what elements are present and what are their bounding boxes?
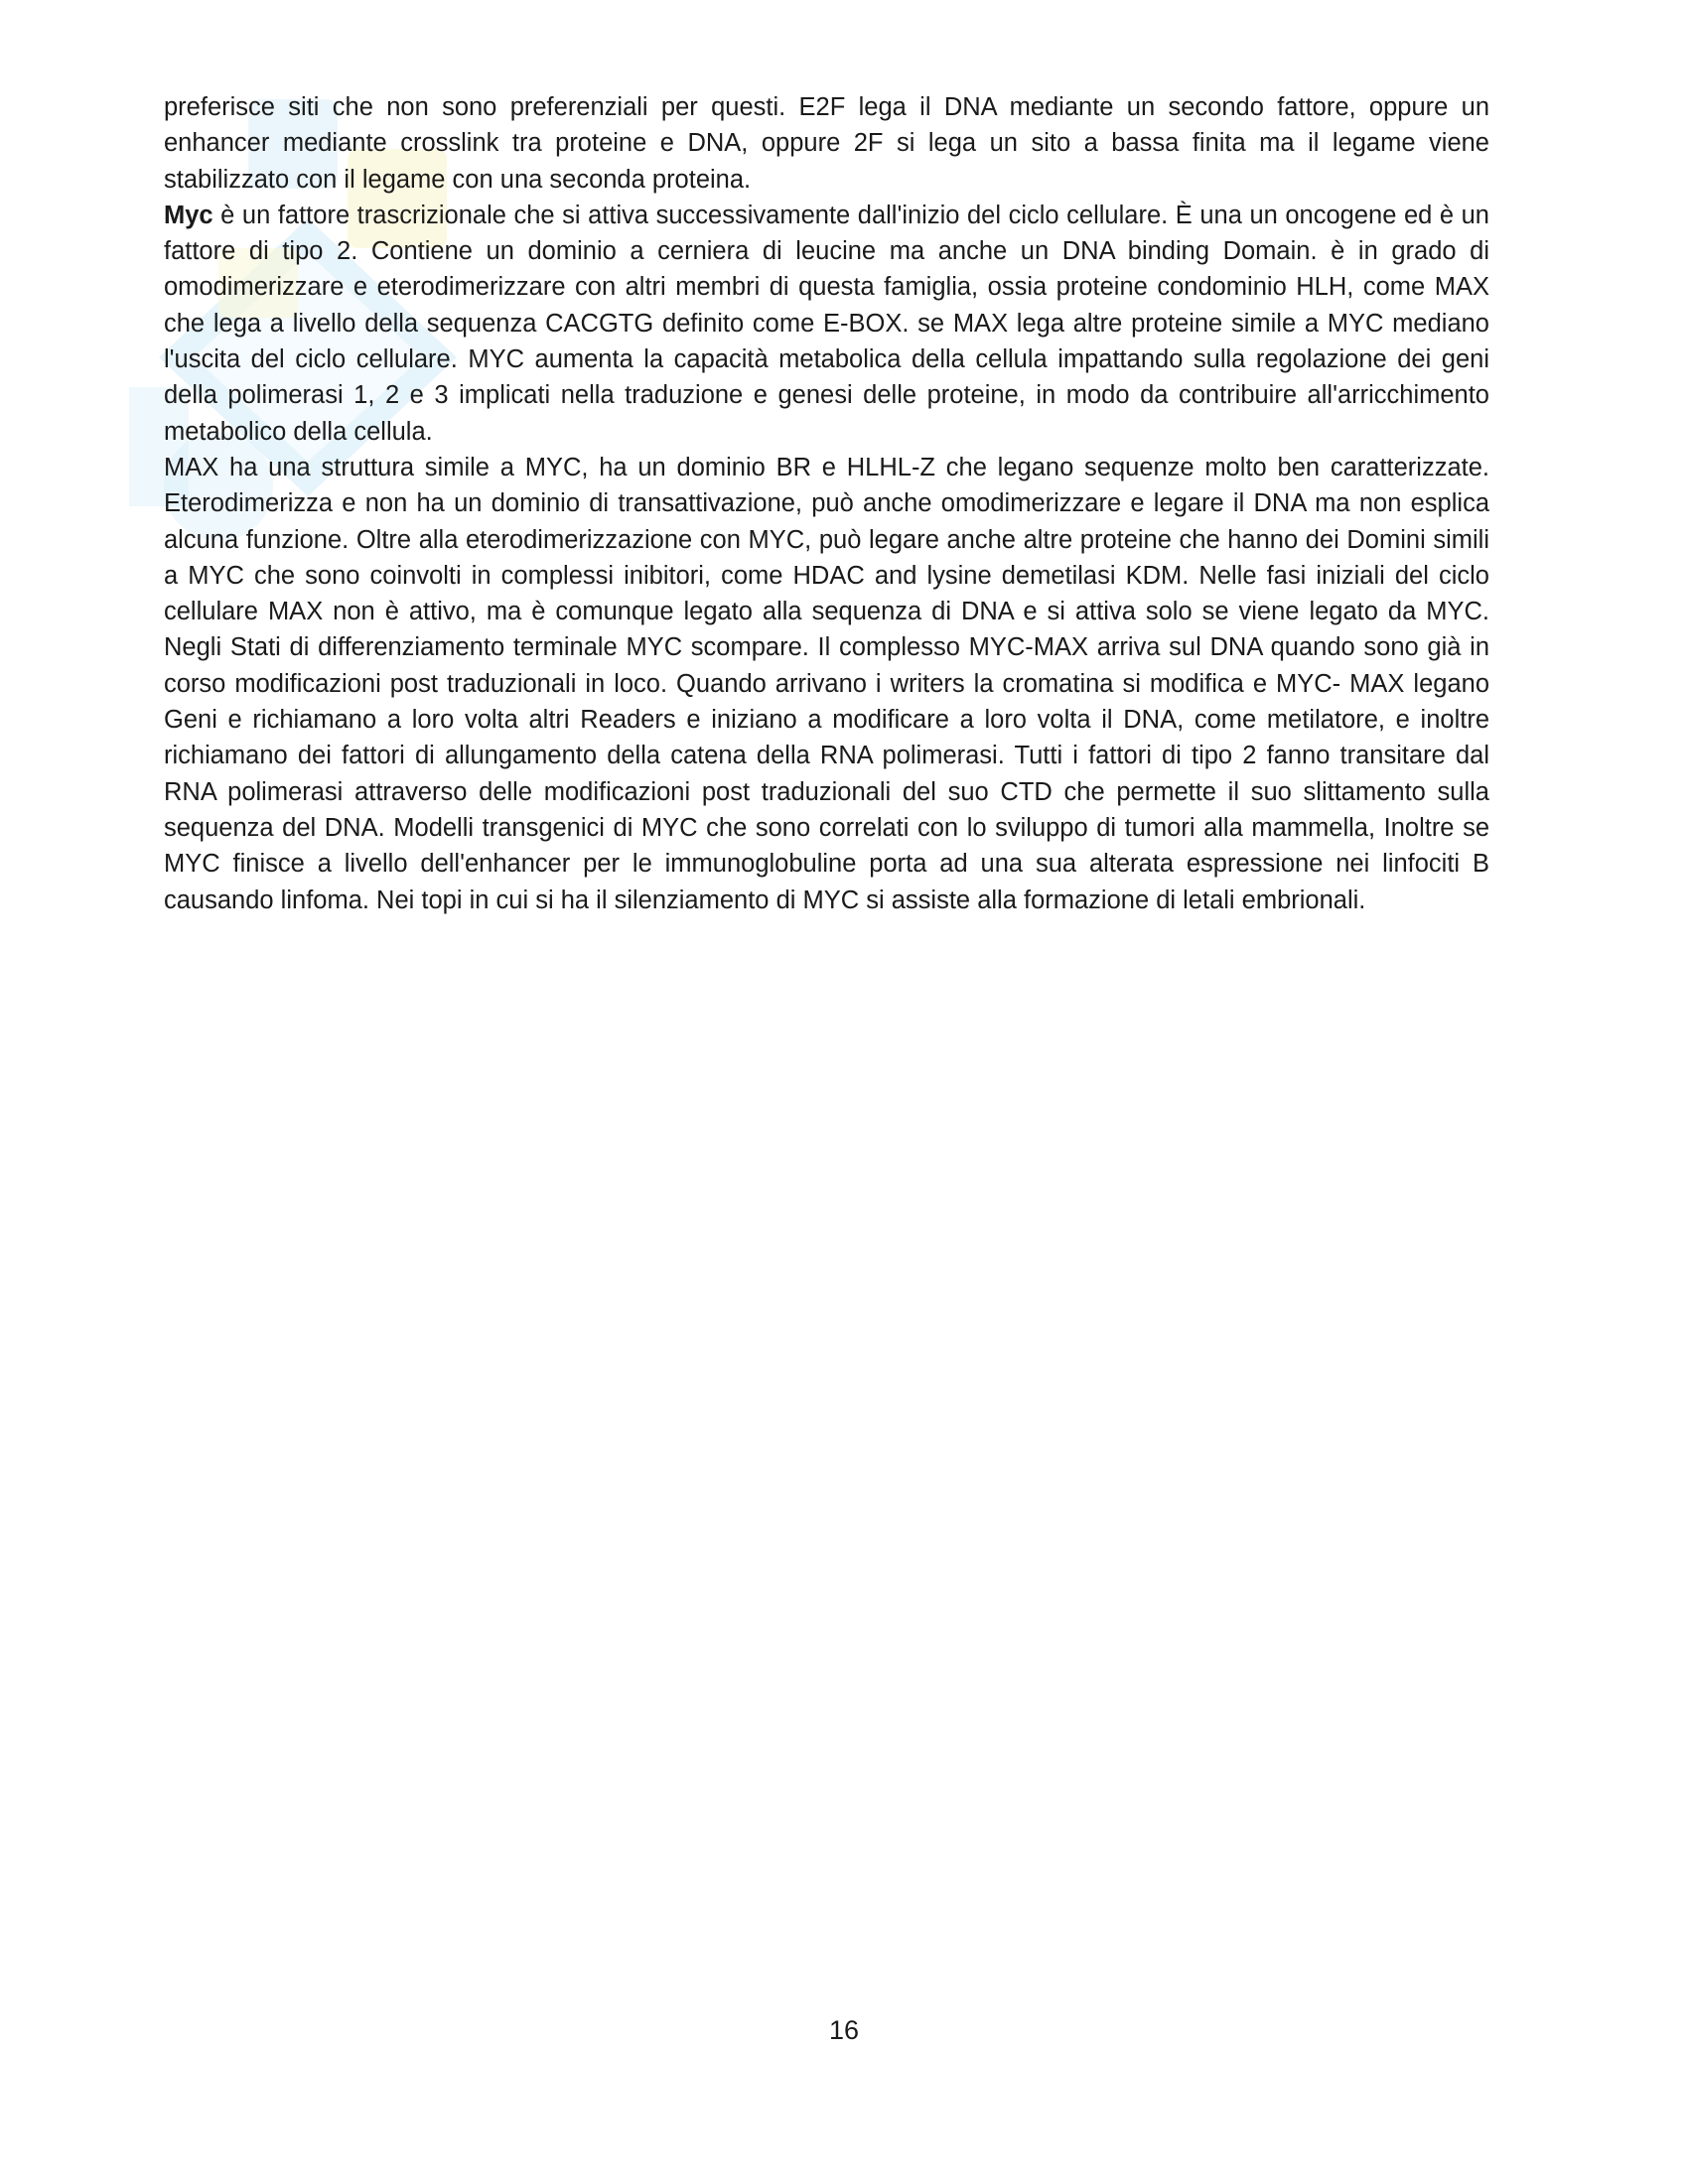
paragraph-max xyxy=(164,450,1489,918)
paragraph-text: è un fattore trascrizionale che si attiva successivamente dall'inizio del ciclo cellulare. È una un oncogene ed è un fattore di tipo 2. Contiene un dominio a cerniera di leucine ma anche un DNA binding Domain. è in grado di omodimerizzare e eterodimerizzare con altri membri di questa famiglia, ossia proteine condominio HLH, come MAX che lega a livello della sequenza CACGTG definito come E-BOX. se MAX lega altre proteine simile a MYC mediano l'uscita del ciclo cellulare. MYC aumenta la capacità metabolica della cellula impattando sulla regolazione dei geni della polimerasi 1, 2 e 3 implicati nella traduzione e genesi delle proteine, in modo da contribuire all'arricchimento metabolico della cellula. xyxy=(164,201,1489,446)
paragraph-text: preferisce siti che non sono preferenziali per questi. E2F lega il DNA mediante un secondo fattore, oppure un enhancer mediante crosslink tra proteine e DNA, oppure 2F si lega un sito a bassa finita ma il legame viene stabilizzato con il legame con una seconda proteina. xyxy=(164,93,1489,194)
paragraph-lead: Myc xyxy=(164,201,213,229)
document-body xyxy=(164,89,1489,918)
page-number: 16 xyxy=(828,2015,860,2045)
paragraph-e2f xyxy=(164,89,1489,198)
paragraph-text: MAX ha una struttura simile a MYC, ha un dominio BR e HLHL-Z che legano sequenze molto ben caratterizzate. Eterodimerizza e non ha un dominio di transattivazione, può anche omodimerizzare e legare il DNA ma non esplica alcuna funzione. Oltre alla eterodimerizzazione con MYC, può legare anche altre proteine che hanno dei Domini simili a MYC che sono coinvolti in complessi inibitori, come HDAC and lysine demetilasi KDM. Nelle fasi iniziali del ciclo cellulare MAX non è attivo, ma è comunque legato alla sequenza di DNA e si attiva solo se viene legato da MYC. Negli Stati di differenziamento terminale MYC scompare. Il complesso MYC-MAX arriva sul DNA quando sono già in corso modificazioni post traduzionali in loco. Quando arrivano i writers la cromatina si modifica e MYC- MAX legano Geni e richiamano a loro volta altri Readers e iniziano a modificare a loro volta il DNA, come metilatore, e inoltre richiamano dei fattori di allungamento della catena della RNA polimerasi. Tutti i fattori di tipo 2 fanno transitare dal RNA polimerasi attraverso delle modificazioni post traduzionali del suo CTD che permette il suo slittamento sulla sequenza del DNA. Modelli transgenici di MYC che sono correlati con lo sviluppo di tumori alla mammella, Inoltre se MYC finisce a livello dell'enhancer per le immunoglobuline porta ad una sua alterata espressione nei linfociti B causando linfoma. Nei topi in cui si ha il silenziamento di MYC si assiste alla formazione di letali embrionali. xyxy=(164,453,1489,914)
paragraph-myc xyxy=(164,198,1489,450)
